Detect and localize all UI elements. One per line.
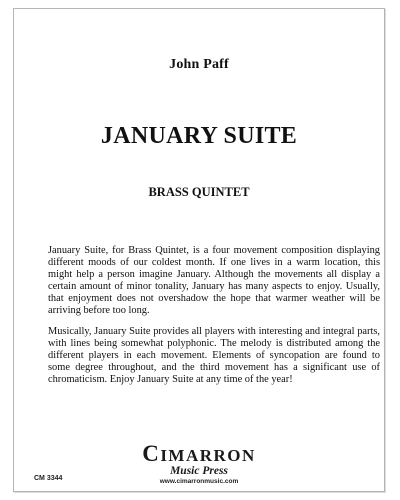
publisher-name-initial: C: [142, 441, 161, 466]
composer-name: John Paff: [169, 57, 229, 72]
publisher-logo: [14, 441, 384, 486]
piece-title: JANUARY SUITE: [100, 123, 298, 149]
description-paragraph: January Suite, for Brass Quintet, is a four movement composition displaying different moods of our coldest month. If one lives in a warm location, this might help a person imagine January. Although the movements all display a certain amount of minor tonality, January has many aspects to enjoy. Usually, that enjoyment does not overshadow the hope that warmer weather will be arriving before too long.: [48, 245, 380, 316]
description-text: [48, 245, 380, 395]
publisher-name: [14, 441, 384, 466]
score-cover-page: [13, 8, 385, 492]
publisher-press: Music Press: [170, 465, 228, 477]
instrumentation-subtitle: BRASS QUINTET: [148, 185, 250, 199]
publisher-name-rest: IMARRON: [160, 446, 256, 465]
catalog-number: CM 3344: [34, 475, 63, 482]
publisher-url: www.cimarronmusic.com: [159, 478, 239, 485]
description-paragraph: Musically, January Suite provides all players with interesting and integral parts, with lines being somewhat polyphonic. The melody is distributed among the different players in each movement. Elements of syncopation are found to some degree throughout, and the third movement has a significant use of chromaticism. Enjoy January Suite at any time of the year!: [48, 326, 380, 385]
